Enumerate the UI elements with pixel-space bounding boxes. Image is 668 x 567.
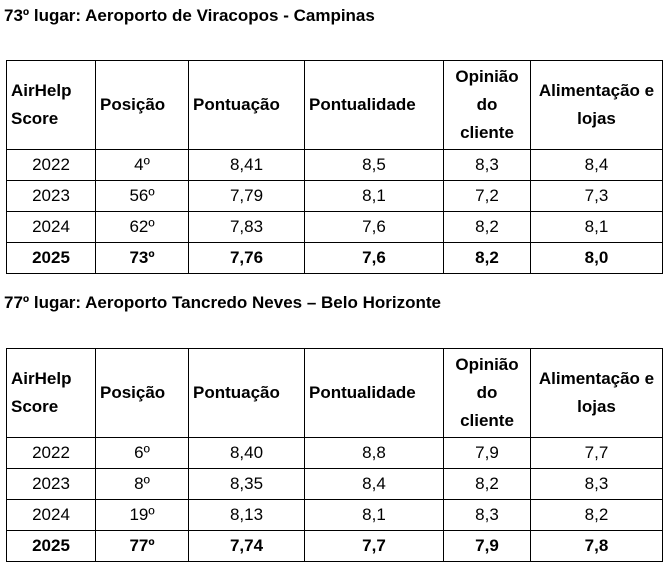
- cell-position: 6º: [96, 438, 189, 469]
- header-pontualidade: Pontualidade: [305, 349, 444, 438]
- cell-food-shops: 7,3: [531, 181, 663, 212]
- cell-year: 2024: [7, 212, 96, 243]
- table-row: [7, 150, 663, 181]
- cell-score: 8,35: [189, 469, 305, 500]
- cell-year: 2022: [7, 438, 96, 469]
- cell-score: 8,40: [189, 438, 305, 469]
- cell-year: 2024: [7, 500, 96, 531]
- cell-year: 2025: [7, 531, 96, 562]
- cell-year: 2025: [7, 243, 96, 274]
- header-pontualidade: Pontualidade: [305, 61, 444, 150]
- section-title: 73º lugar: Aeroporto de Viracopos - Campinas: [4, 6, 375, 25]
- cell-position: 4º: [96, 150, 189, 181]
- cell-food-shops: 8,4: [531, 150, 663, 181]
- cell-position: 19º: [96, 500, 189, 531]
- table-row-current-year: [7, 243, 663, 274]
- cell-customer-opinion: 7,9: [444, 438, 531, 469]
- cell-punctuality: 8,1: [305, 181, 444, 212]
- cell-position: 56º: [96, 181, 189, 212]
- header-pontuacao: Pontuação: [189, 61, 305, 150]
- cell-punctuality: 8,4: [305, 469, 444, 500]
- cell-year: 2023: [7, 469, 96, 500]
- cell-score: 7,83: [189, 212, 305, 243]
- cell-score: 8,41: [189, 150, 305, 181]
- cell-customer-opinion: 8,2: [444, 243, 531, 274]
- section-title: 77º lugar: Aeroporto Tancredo Neves – Belo Horizonte: [4, 293, 441, 312]
- cell-customer-opinion: 8,2: [444, 212, 531, 243]
- table-header-row: [7, 349, 663, 438]
- cell-customer-opinion: 8,2: [444, 469, 531, 500]
- cell-food-shops: 7,7: [531, 438, 663, 469]
- header-alimentacao-lojas: Alimentação e lojas: [531, 349, 663, 438]
- header-posicao: Posição: [96, 61, 189, 150]
- cell-score: 8,13: [189, 500, 305, 531]
- cell-customer-opinion: 7,9: [444, 531, 531, 562]
- cell-food-shops: 8,0: [531, 243, 663, 274]
- cell-score: 7,74: [189, 531, 305, 562]
- cell-year: 2023: [7, 181, 96, 212]
- table-row: [7, 469, 663, 500]
- table-header-row: [7, 61, 663, 150]
- header-alimentacao-lojas: Alimentação e lojas: [531, 61, 663, 150]
- cell-customer-opinion: 7,2: [444, 181, 531, 212]
- header-opiniao-cliente: Opinião do cliente: [444, 61, 531, 150]
- cell-punctuality: 8,5: [305, 150, 444, 181]
- cell-punctuality: 8,1: [305, 500, 444, 531]
- header-airhelp-score: AirHelp Score: [7, 349, 96, 438]
- header-airhelp-score: AirHelp Score: [7, 61, 96, 150]
- header-pontuacao: Pontuação: [189, 349, 305, 438]
- cell-punctuality: 7,6: [305, 243, 444, 274]
- cell-food-shops: 8,3: [531, 469, 663, 500]
- cell-customer-opinion: 8,3: [444, 500, 531, 531]
- cell-punctuality: 7,7: [305, 531, 444, 562]
- cell-customer-opinion: 8,3: [444, 150, 531, 181]
- cell-score: 7,79: [189, 181, 305, 212]
- cell-score: 7,76: [189, 243, 305, 274]
- ranking-table-viracopos: [6, 60, 663, 274]
- header-posicao: Posição: [96, 349, 189, 438]
- header-opiniao-cliente: Opinião do cliente: [444, 349, 531, 438]
- cell-food-shops: 7,8: [531, 531, 663, 562]
- cell-position: 73º: [96, 243, 189, 274]
- table-row: [7, 438, 663, 469]
- cell-food-shops: 8,1: [531, 212, 663, 243]
- cell-food-shops: 8,2: [531, 500, 663, 531]
- table-row: [7, 212, 663, 243]
- cell-punctuality: 8,8: [305, 438, 444, 469]
- ranking-table-confins: [6, 348, 663, 562]
- table-row-current-year: [7, 531, 663, 562]
- table-row: [7, 181, 663, 212]
- cell-punctuality: 7,6: [305, 212, 444, 243]
- cell-year: 2022: [7, 150, 96, 181]
- cell-position: 77º: [96, 531, 189, 562]
- cell-position: 62º: [96, 212, 189, 243]
- cell-position: 8º: [96, 469, 189, 500]
- table-row: [7, 500, 663, 531]
